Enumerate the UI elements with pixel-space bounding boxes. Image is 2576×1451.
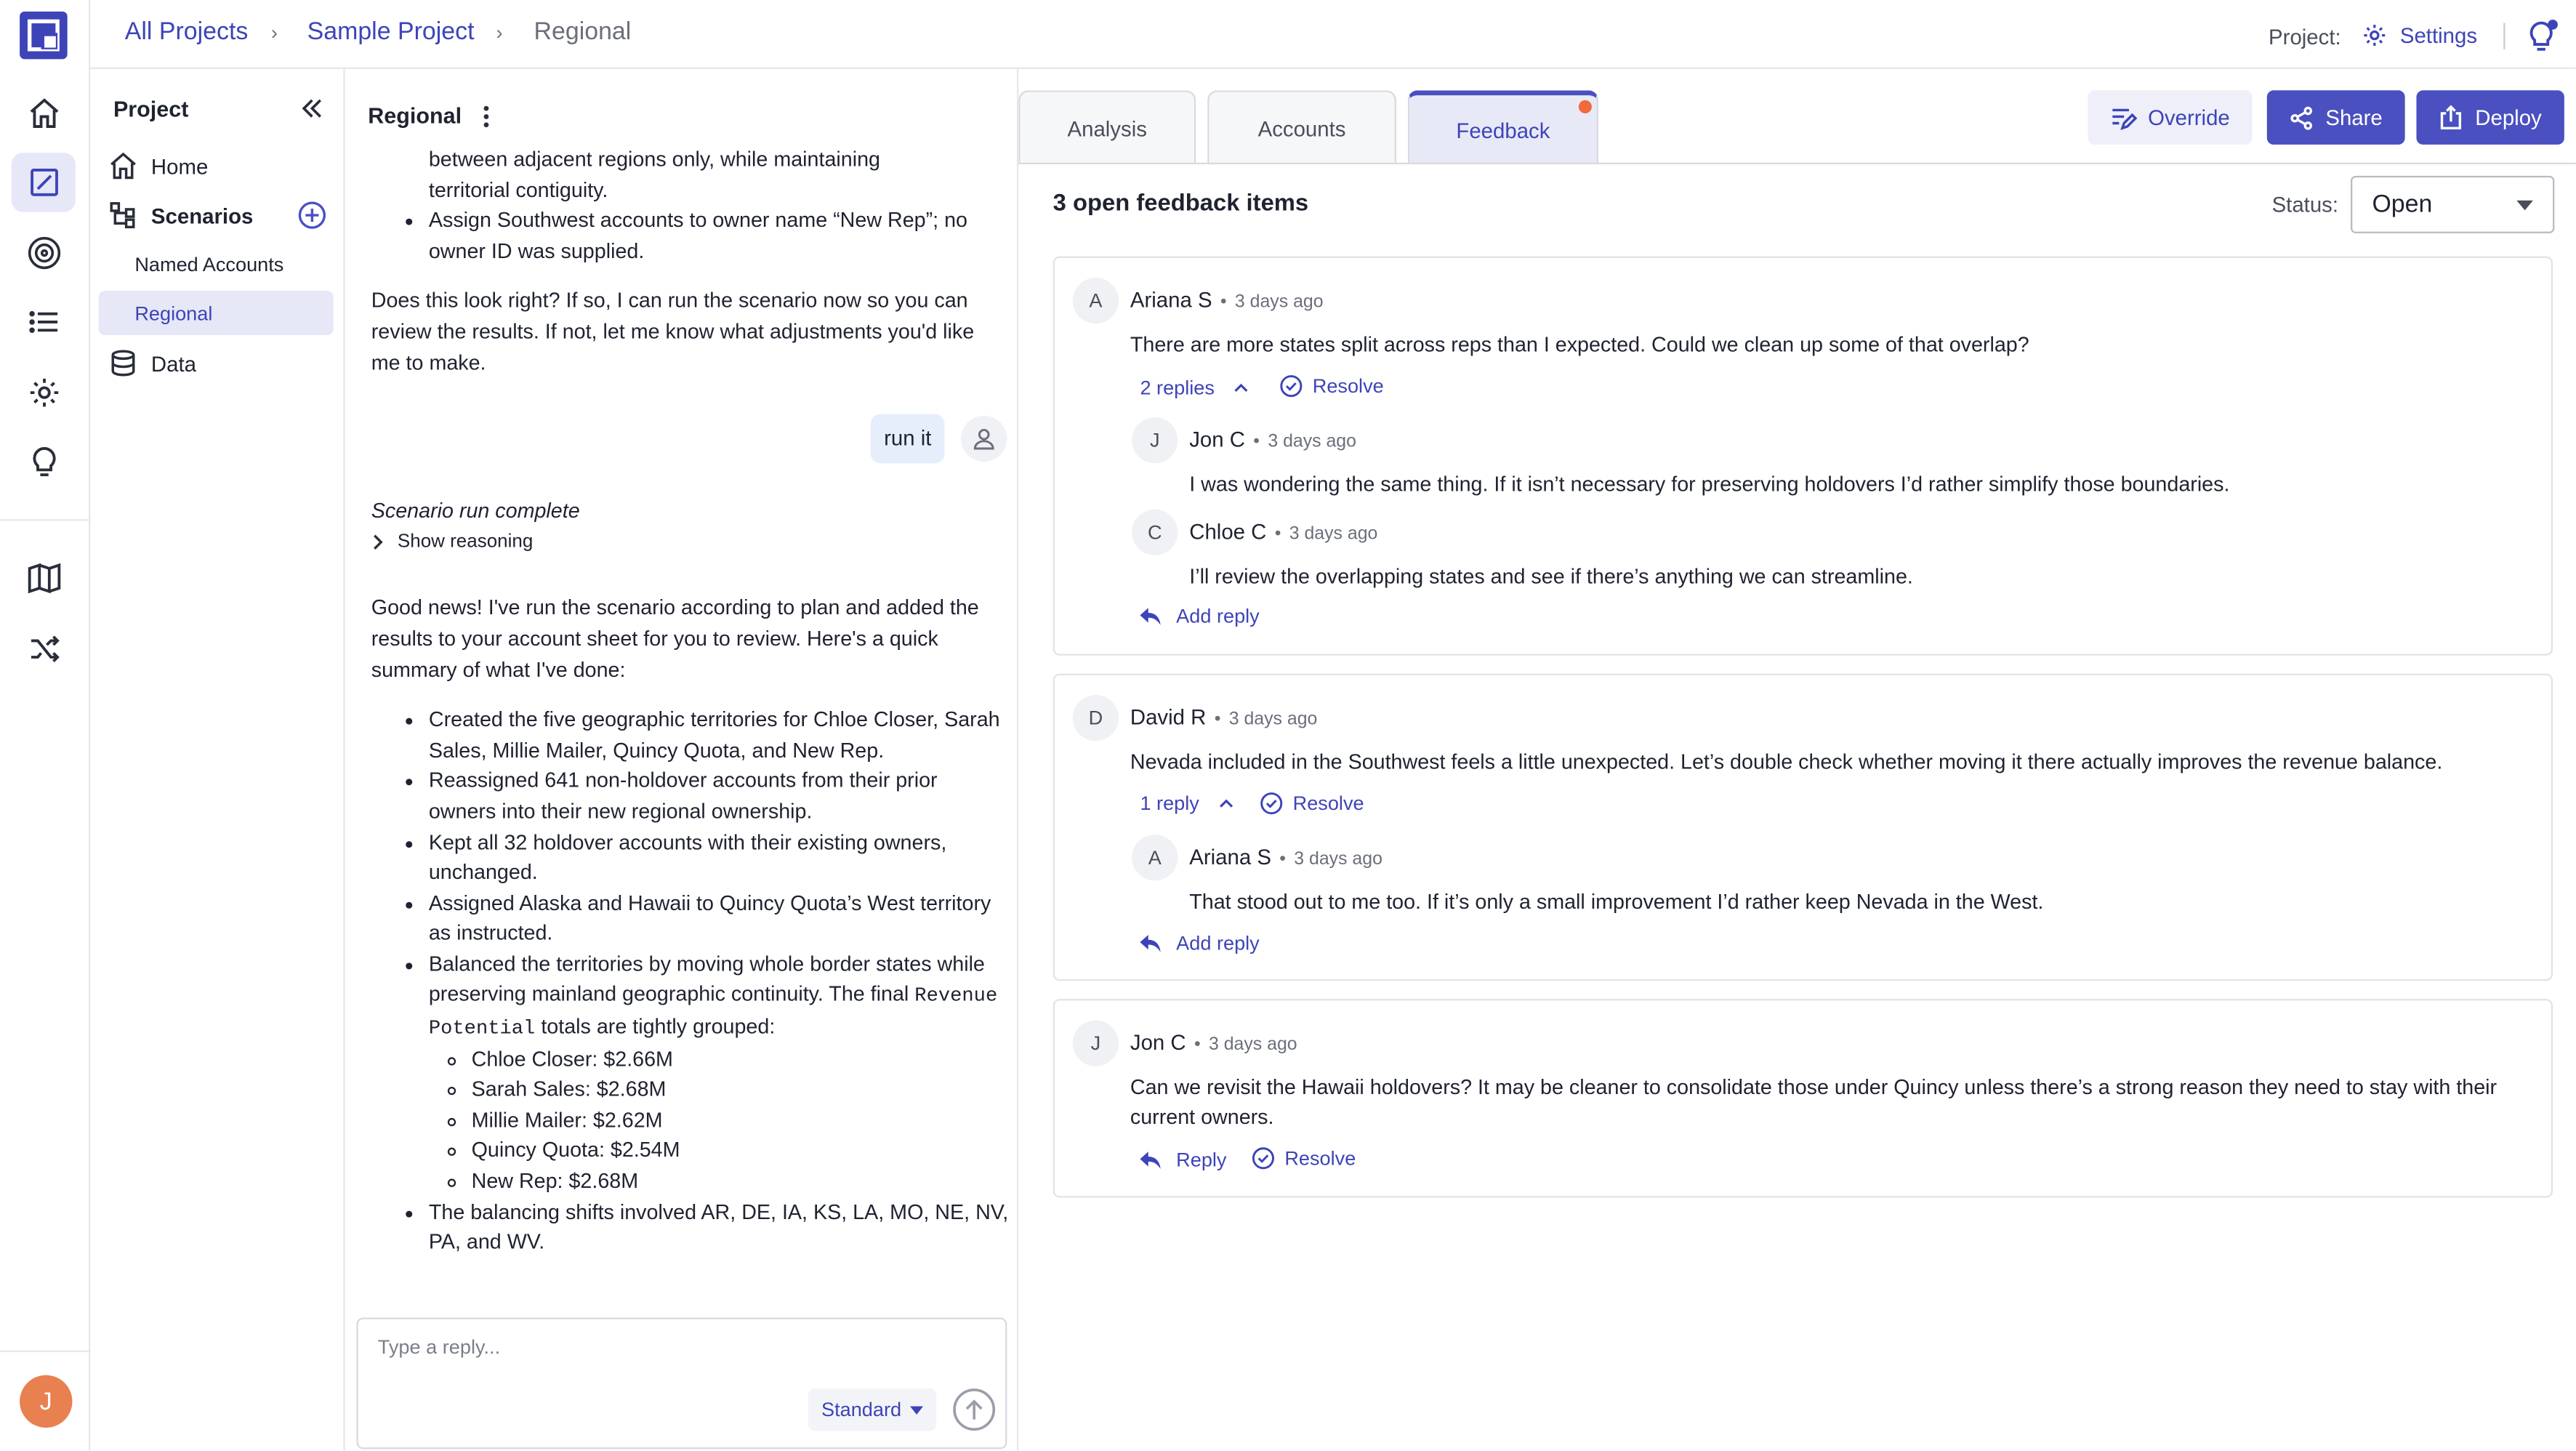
totals-list xyxy=(429,1045,1009,1197)
summary-bullet: • The balancing shifts involved AR, DE, IA, KS, LA, MO, NE, NV, PA, and WV. xyxy=(429,1197,1009,1258)
settings-label: Settings xyxy=(2399,23,2478,48)
check-circle-icon xyxy=(1252,1146,1275,1170)
reply-label: Reply xyxy=(1176,1148,1227,1172)
sidebar-title: Project xyxy=(113,97,189,122)
feedback-card xyxy=(1053,674,2553,981)
author-name: Ariana S xyxy=(1130,287,1212,313)
resolve-label: Resolve xyxy=(1312,374,1384,398)
sidebar-item-label: Data xyxy=(150,350,196,376)
summary-bullet: • Reassigned 641 non-holdover accounts from their prior owners into their new regional ownership. xyxy=(429,766,1009,827)
add-scenario-icon[interactable] xyxy=(297,201,327,230)
chat-partial-text: between adjacent regions only, while maintaining xyxy=(428,148,881,172)
summary-bullet xyxy=(429,949,1009,1197)
sidebar-item-named-accounts[interactable]: Named Accounts xyxy=(134,252,284,276)
chat-panel xyxy=(345,69,1019,1451)
author-avatar: A xyxy=(1073,278,1119,323)
sidebar-item-scenarios[interactable] xyxy=(108,194,253,237)
override-button[interactable] xyxy=(2088,90,2252,145)
add-reply-button[interactable] xyxy=(1140,605,1259,628)
edit-list-icon xyxy=(2110,106,2135,129)
hierarchy-icon xyxy=(108,201,138,230)
database-icon xyxy=(108,348,138,378)
resolve-button[interactable] xyxy=(1252,1146,1356,1170)
author-avatar: A xyxy=(1132,835,1178,880)
feedback-card xyxy=(1053,999,2553,1197)
breadcrumb-regional: Regional xyxy=(534,17,632,47)
override-label: Override xyxy=(2148,105,2230,130)
resolve-button[interactable] xyxy=(1280,374,1384,398)
chat-partial-text: territorial contiguity. xyxy=(428,178,608,202)
shuffle-icon[interactable] xyxy=(12,619,76,678)
home-icon xyxy=(108,151,138,181)
comment-header: David R • 3 days ago xyxy=(1130,704,1318,730)
docs-book-icon[interactable] xyxy=(12,549,76,608)
timestamp: 3 days ago xyxy=(1268,432,1356,452)
tab-label: Feedback xyxy=(1456,117,1550,142)
tab-divider xyxy=(1018,163,2575,164)
total-item: ◦ Sarah Sales: $2.68M xyxy=(472,1075,1009,1106)
ideas-lightbulb-icon[interactable] xyxy=(2527,18,2559,55)
feedback-card xyxy=(1053,257,2553,656)
status-label: Status: xyxy=(2271,192,2339,217)
sidebar-item-label: Home xyxy=(150,153,209,179)
author-name: David R xyxy=(1130,704,1207,730)
reply-arrow-icon xyxy=(1140,1151,1161,1169)
reply-text: I’ll review the overlapping states and see if there’s anything we can streamline. xyxy=(1189,565,1913,589)
add-reply-label: Add reply xyxy=(1176,931,1260,955)
resolve-label: Resolve xyxy=(1292,792,1364,815)
reply-text: I was wondering the same thing. If it isn’t necessary for preserving holdovers I’d rather simplify those boundaries. xyxy=(1189,473,2230,497)
reply-input[interactable]: Type a reply... xyxy=(377,1335,501,1359)
author-avatar: J xyxy=(1073,1020,1119,1066)
assistant-question: Does this look right? If so, I can run the scenario now so you can review the results. If not, let me know what adjustments you'd like me to make. xyxy=(371,289,975,374)
user-message xyxy=(371,411,1009,467)
collapse-sidebar-icon[interactable] xyxy=(301,97,324,120)
total-item: ◦ Quincy Quota: $2.54M xyxy=(472,1136,1009,1167)
tab-feedback[interactable] xyxy=(1408,90,1598,164)
share-icon xyxy=(2290,106,2313,129)
breadcrumb-sample-project[interactable]: Sample Project xyxy=(307,17,475,47)
replies-toggle[interactable] xyxy=(1140,377,1249,400)
top-bar xyxy=(90,0,2575,69)
resolve-label: Resolve xyxy=(1284,1146,1356,1170)
author-name: Ariana S xyxy=(1189,844,1271,869)
share-label: Share xyxy=(2325,105,2383,130)
show-reasoning-label: Show reasoning xyxy=(397,531,534,552)
feedback-heading: 3 open feedback items xyxy=(1052,190,1309,217)
revenue-potential-code: Revenue Potential xyxy=(428,984,998,1040)
deploy-label: Deploy xyxy=(2475,105,2542,130)
comment-text: Can we revisit the Hawaii holdovers? It may be cleaner to consolidate those under Quincy unless there’s a strong reason they need to stay with their current owners. xyxy=(1130,1076,2497,1129)
breadcrumb-all-projects[interactable]: All Projects xyxy=(124,17,249,47)
notification-dot xyxy=(1579,100,1592,113)
scenarios-icon[interactable] xyxy=(12,153,76,212)
assistant-summary: Good news! I've run the scenario according to plan and added the results to your account sheet for you to review. Here's a quick summary of what I've done: xyxy=(371,597,979,681)
run-status: Scenario run complete xyxy=(371,499,580,523)
summary-bullet: • Kept all 32 holdover accounts with their existing owners, unchanged. xyxy=(429,827,1009,888)
reply-arrow-icon xyxy=(1140,934,1161,952)
tab-accounts[interactable]: Accounts xyxy=(1207,90,1396,164)
user-avatar[interactable]: J xyxy=(20,1375,72,1428)
project-label: Project: xyxy=(2269,24,2341,49)
settings-gear-icon[interactable] xyxy=(12,363,76,422)
caret-down-icon xyxy=(2516,200,2533,210)
status-select[interactable] xyxy=(2351,176,2554,233)
deploy-button[interactable] xyxy=(2416,90,2564,145)
replies-count: 2 replies xyxy=(1140,376,1215,400)
arrow-up-icon xyxy=(953,1388,996,1431)
reply-button[interactable] xyxy=(1140,1149,1226,1172)
home-icon[interactable] xyxy=(12,84,76,142)
total-item: ◦ New Rep: $2.68M xyxy=(472,1167,1009,1197)
send-button[interactable] xyxy=(953,1388,996,1431)
settings-link[interactable] xyxy=(2362,23,2477,48)
user-avatar-icon xyxy=(961,416,1007,462)
sidebar-item-home[interactable] xyxy=(108,145,208,188)
show-reasoning-toggle[interactable] xyxy=(371,527,1009,558)
author-avatar: J xyxy=(1132,417,1178,463)
timestamp: 3 days ago xyxy=(1234,292,1324,313)
total-item: ◦ Millie Mailer: $2.62M xyxy=(472,1106,1009,1136)
mode-select[interactable] xyxy=(808,1388,936,1431)
app-logo[interactable] xyxy=(20,12,68,60)
more-options-icon[interactable] xyxy=(480,105,493,129)
add-reply-button[interactable] xyxy=(1140,931,1259,954)
chat-bullet: • Assign Southwest accounts to owner name “New Rep”; no owner ID was supplied. xyxy=(429,206,1009,267)
reply-text: That stood out to me too. If it’s only a small improvement I’d rather keep Nevada in the West. xyxy=(1189,890,2044,914)
target-icon[interactable] xyxy=(12,223,76,282)
balance-text: Balanced the territories by moving whole border states while preserving mainland geographic continuity. The final xyxy=(428,952,985,1007)
tab-analysis[interactable]: Analysis xyxy=(1018,90,1196,164)
upload-icon xyxy=(2439,105,2463,130)
check-circle-icon xyxy=(1260,792,1283,815)
summary-bullet: • Assigned Alaska and Hawaii to Quincy Quota’s West territory as instructed. xyxy=(429,888,1009,949)
replies-count: 1 reply xyxy=(1140,792,1199,815)
replies-toggle[interactable] xyxy=(1140,792,1233,815)
timestamp: 3 days ago xyxy=(1289,523,1378,544)
author-name: Jon C xyxy=(1189,427,1246,452)
reply-header: Jon C • 3 days ago xyxy=(1189,427,1356,452)
chevron-right-icon: › xyxy=(270,21,278,45)
chevron-right-icon xyxy=(371,534,385,551)
sidebar-item-label: Scenarios xyxy=(150,203,254,228)
comment-text: Nevada included in the Southwest feels a little unexpected. Let’s double check whether moving it there actually improves the revenue balance. xyxy=(1130,750,2443,774)
project-sidebar xyxy=(92,69,345,1451)
sidebar-item-regional[interactable]: Regional xyxy=(99,291,334,335)
chat-messages xyxy=(371,148,1009,1282)
user-message-text: run it xyxy=(871,414,944,464)
mode-label: Standard xyxy=(821,1398,902,1421)
total-item: ◦ Chloe Closer: $2.66M xyxy=(472,1045,1009,1075)
chat-title: Regional xyxy=(368,103,462,129)
comment-text: There are more states split across reps than I expected. Could we clean up some of that overlap? xyxy=(1130,333,2029,357)
balance-text: totals are tightly grouped: xyxy=(541,1015,776,1039)
divider xyxy=(2503,23,2505,49)
share-button[interactable] xyxy=(2267,90,2405,145)
reply-header: Ariana S • 3 days ago xyxy=(1189,844,1382,869)
author-name: Chloe C xyxy=(1189,519,1267,544)
timestamp: 3 days ago xyxy=(1228,710,1318,730)
list-icon[interactable] xyxy=(12,292,76,351)
summary-list xyxy=(371,705,1009,1258)
summary-bullet: • Created the five geographic territories for Chloe Closer, Sarah Sales, Millie Mailer, Quincy Quota, and New Rep. xyxy=(429,705,1009,766)
author-name: Jon C xyxy=(1130,1030,1186,1055)
chevron-right-icon: › xyxy=(496,21,503,45)
timestamp: 3 days ago xyxy=(1294,849,1382,869)
reply-arrow-icon xyxy=(1140,607,1161,625)
check-circle-icon xyxy=(1280,374,1303,398)
chevron-up-icon xyxy=(1234,383,1249,393)
timestamp: 3 days ago xyxy=(1208,1034,1297,1055)
author-avatar: D xyxy=(1073,695,1119,741)
reply-composer[interactable] xyxy=(356,1318,1007,1450)
resolve-button[interactable] xyxy=(1260,792,1364,815)
sidebar-item-data[interactable] xyxy=(108,342,196,385)
lightbulb-icon[interactable] xyxy=(12,432,76,491)
gear-icon xyxy=(2362,23,2387,48)
add-reply-label: Add reply xyxy=(1176,604,1260,628)
icon-rail xyxy=(0,0,90,1451)
reply-header: Chloe C • 3 days ago xyxy=(1189,519,1378,544)
comment-header: Ariana S • 3 days ago xyxy=(1130,287,1324,313)
caret-down-icon xyxy=(909,1405,922,1413)
author-avatar: C xyxy=(1132,510,1178,555)
status-value: Open xyxy=(2372,190,2433,219)
comment-header: Jon C • 3 days ago xyxy=(1130,1030,1297,1055)
chevron-up-icon xyxy=(1219,798,1233,808)
